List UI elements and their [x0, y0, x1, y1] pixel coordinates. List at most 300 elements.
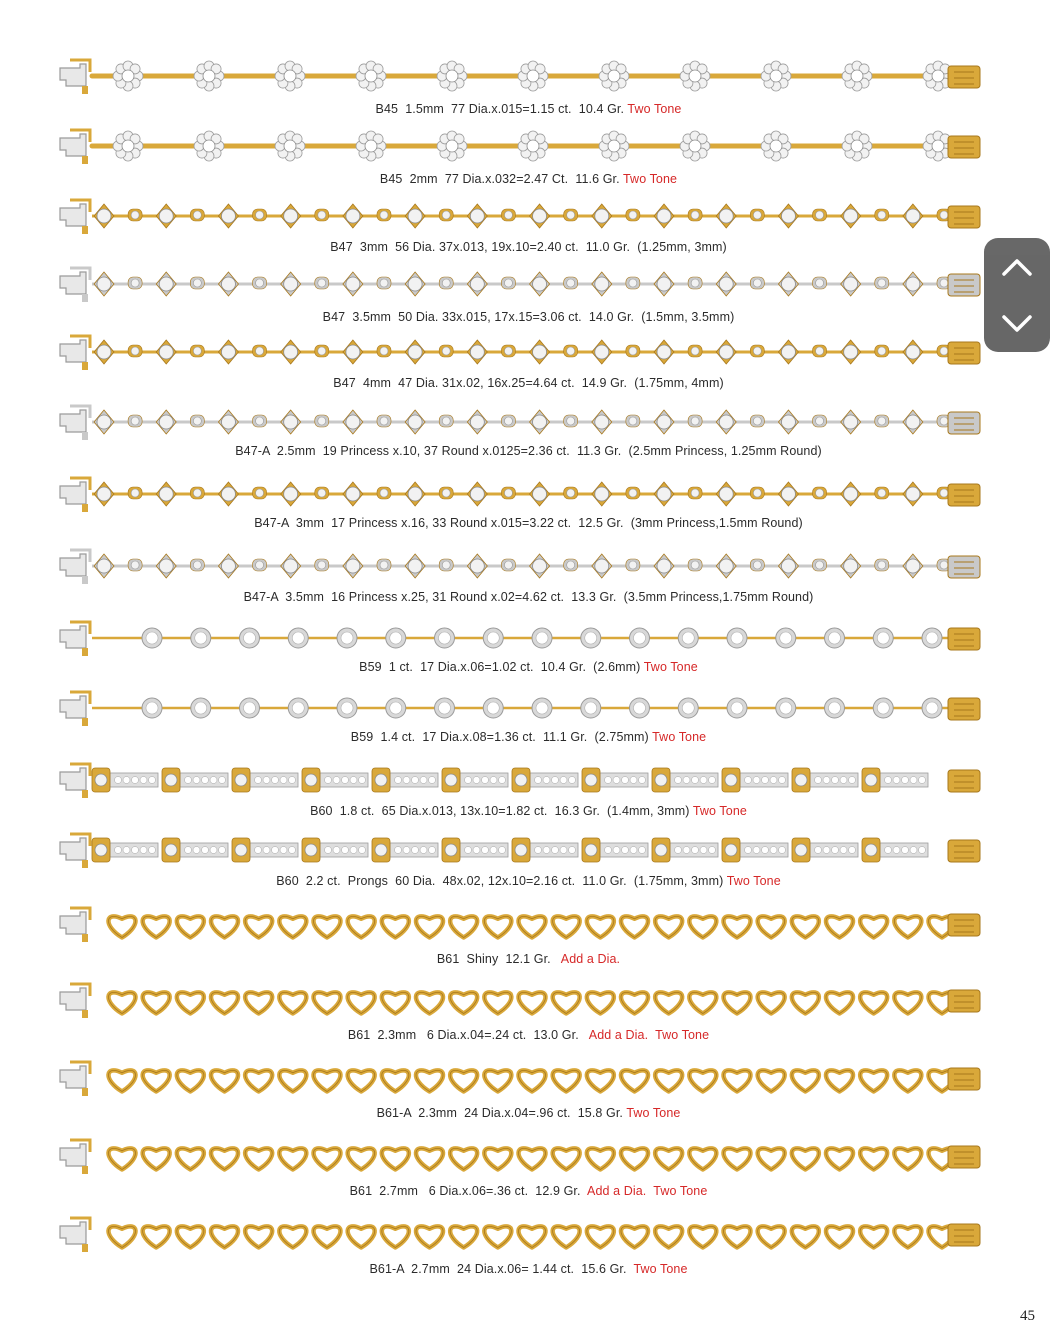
bezel-stone-icon — [776, 698, 796, 718]
small-stone-icon — [564, 559, 578, 571]
small-stone-icon — [626, 487, 640, 499]
heart-link-icon — [245, 916, 272, 937]
heart-link-icon — [382, 1070, 409, 1091]
small-stone-icon — [564, 415, 578, 427]
center-stone-icon — [652, 768, 670, 792]
heart-link-icon — [245, 1148, 272, 1169]
channel-bar-icon — [670, 843, 718, 857]
small-stone-icon — [501, 209, 515, 221]
small-stone-icon — [253, 559, 267, 571]
diamond-stone-icon — [218, 410, 238, 434]
heart-link-icon — [177, 1070, 204, 1091]
heart-bracelet-icon — [56, 1058, 986, 1098]
page-number: 45 — [1020, 1308, 1035, 1324]
diamond-stone-icon — [405, 482, 425, 506]
center-stone-icon — [512, 838, 530, 862]
small-stone-icon — [128, 209, 142, 221]
heart-link-icon — [587, 916, 614, 937]
bracelet-caption — [0, 874, 1057, 888]
diamond-cluster-icon — [761, 131, 791, 161]
heart-link-icon — [860, 1226, 887, 1247]
tennis-bracelet-icon — [56, 332, 986, 372]
small-stone-icon — [626, 559, 640, 571]
caption-option: Add a Dia. Two Tone — [587, 1184, 708, 1198]
channel-bar-icon — [530, 843, 578, 857]
heart-link-icon — [826, 1226, 853, 1247]
bracelet-caption — [0, 1028, 1057, 1042]
caption-option: Two Tone — [652, 730, 707, 744]
diamond-stone-icon — [343, 340, 363, 364]
caption-option: Two Tone — [633, 1262, 688, 1276]
bracelet-image — [56, 1214, 986, 1254]
small-stone-icon — [875, 345, 889, 357]
caption-option: Two Tone — [626, 1106, 681, 1120]
diamond-stone-icon — [841, 482, 861, 506]
caption-option: Two Tone — [726, 874, 781, 888]
diamond-stone-icon — [592, 340, 612, 364]
heart-link-icon — [382, 916, 409, 937]
diamond-stone-icon — [467, 482, 487, 506]
bracelet-image — [56, 402, 986, 442]
caption-spec: B60 2.2 ct. Prongs 60 Dia. 48x.02, 12x.10=2.16 ct. 11.0 Gr. (1.75mm, 3mm) — [276, 874, 727, 888]
small-stone-icon — [253, 277, 267, 289]
heart-link-icon — [211, 1148, 238, 1169]
small-stone-icon — [813, 559, 827, 571]
diamond-stone-icon — [530, 410, 550, 434]
diamond-stone-icon — [405, 272, 425, 296]
heart-link-icon — [792, 916, 819, 937]
caption-spec: B61 2.7mm 6 Dia.x.06=.36 ct. 12.9 Gr. — [349, 1184, 588, 1198]
heart-link-icon — [348, 1226, 375, 1247]
bezel-stone-icon — [581, 698, 601, 718]
small-stone-icon — [688, 345, 702, 357]
diamond-stone-icon — [778, 204, 798, 228]
bezel-stone-icon — [191, 628, 211, 648]
heart-link-icon — [313, 1070, 340, 1091]
bezel-stone-icon — [922, 698, 942, 718]
diamond-stone-icon — [592, 204, 612, 228]
diamond-stone-icon — [654, 482, 674, 506]
channel-bar-icon — [460, 773, 508, 787]
diamond-stone-icon — [281, 554, 301, 578]
diamond-stone-icon — [467, 272, 487, 296]
small-stone-icon — [626, 209, 640, 221]
small-stone-icon — [875, 415, 889, 427]
bezel-stone-icon — [142, 628, 162, 648]
bezel-stone-icon — [240, 698, 260, 718]
bracelet-image — [56, 1058, 986, 1098]
center-stone-icon — [232, 838, 250, 862]
heart-link-icon — [416, 1148, 443, 1169]
heart-link-icon — [450, 1070, 477, 1091]
heart-link-icon — [382, 992, 409, 1013]
bracelet-image — [56, 904, 986, 944]
end-box-icon — [948, 206, 980, 228]
diamond-stone-icon — [467, 554, 487, 578]
center-stone-icon — [862, 838, 880, 862]
tennis-bracelet-icon — [56, 196, 986, 236]
tennis-bracelet-icon — [56, 546, 986, 586]
heart-link-icon — [792, 1148, 819, 1169]
diamond-stone-icon — [778, 340, 798, 364]
clasp-icon — [60, 984, 90, 1018]
small-stone-icon — [377, 415, 391, 427]
bracelet-caption — [0, 730, 1057, 744]
bezel-stone-icon — [922, 628, 942, 648]
diamond-stone-icon — [343, 410, 363, 434]
small-stone-icon — [875, 487, 889, 499]
bracelet-image — [56, 830, 986, 870]
heart-link-icon — [758, 1070, 785, 1091]
diamond-stone-icon — [281, 204, 301, 228]
diamond-stone-icon — [592, 272, 612, 296]
diamond-stone-icon — [654, 204, 674, 228]
small-stone-icon — [688, 559, 702, 571]
heart-link-icon — [518, 992, 545, 1013]
heart-link-icon — [860, 916, 887, 937]
bezel-stone-icon — [581, 628, 601, 648]
end-box-icon — [948, 136, 980, 158]
scroll-up-button[interactable] — [984, 238, 1050, 295]
heart-link-icon — [108, 992, 135, 1013]
diamond-stone-icon — [903, 340, 923, 364]
small-stone-icon — [439, 415, 453, 427]
bezel-stone-icon — [483, 698, 503, 718]
diamond-stone-icon — [778, 482, 798, 506]
small-stone-icon — [128, 415, 142, 427]
small-stone-icon — [315, 209, 329, 221]
caption-spec: B47 4mm 47 Dia. 31x.02, 16x.25=4.64 ct. 14.9 Gr. (1.75mm, 4mm) — [333, 376, 724, 390]
heart-link-icon — [143, 992, 170, 1013]
channel-bar-icon — [810, 843, 858, 857]
channel-bar-icon — [390, 773, 438, 787]
small-stone-icon — [688, 415, 702, 427]
diamond-stone-icon — [218, 204, 238, 228]
diamond-stone-icon — [156, 272, 176, 296]
heart-link-icon — [655, 1148, 682, 1169]
heart-link-icon — [177, 992, 204, 1013]
small-stone-icon — [253, 209, 267, 221]
clasp-icon — [60, 764, 90, 798]
caption-option: Two Tone — [643, 660, 698, 674]
end-box-icon — [948, 556, 980, 578]
small-stone-icon — [439, 209, 453, 221]
small-stone-icon — [253, 415, 267, 427]
caption-spec: B60 1.8 ct. 65 Dia.x.013, 13x.10=1.82 ct. 16.3 Gr. (1.4mm, 3mm) — [310, 804, 693, 818]
diamond-stone-icon — [778, 410, 798, 434]
caption-spec: B59 1.4 ct. 17 Dia.x.08=1.36 ct. 11.1 Gr. (2.75mm) — [350, 730, 653, 744]
bezel-stone-icon — [288, 698, 308, 718]
bracelet-caption — [0, 1262, 1057, 1276]
bracelet-image — [56, 474, 986, 514]
diamond-stone-icon — [903, 272, 923, 296]
small-stone-icon — [190, 345, 204, 357]
heart-link-icon — [279, 916, 306, 937]
small-stone-icon — [501, 277, 515, 289]
heart-link-icon — [587, 1226, 614, 1247]
channel-bar-icon — [110, 843, 158, 857]
diamond-stone-icon — [94, 272, 114, 296]
small-stone-icon — [253, 345, 267, 357]
center-stone-icon — [722, 768, 740, 792]
heart-link-icon — [553, 992, 580, 1013]
heart-link-icon — [348, 992, 375, 1013]
heart-link-icon — [484, 1148, 511, 1169]
diamond-stone-icon — [778, 272, 798, 296]
heart-link-icon — [894, 916, 921, 937]
heart-link-icon — [108, 1070, 135, 1091]
small-stone-icon — [377, 487, 391, 499]
heart-link-icon — [484, 1070, 511, 1091]
heart-link-icon — [279, 992, 306, 1013]
small-stone-icon — [626, 345, 640, 357]
diamond-stone-icon — [592, 482, 612, 506]
small-stone-icon — [377, 345, 391, 357]
caption-spec: B61-A 2.3mm 24 Dia.x.04=.96 ct. 15.8 Gr. — [376, 1106, 627, 1120]
heart-link-icon — [723, 916, 750, 937]
heart-link-icon — [792, 1226, 819, 1247]
heart-link-icon — [313, 992, 340, 1013]
diamond-stone-icon — [343, 272, 363, 296]
center-stone-icon — [232, 768, 250, 792]
caption-spec: B59 1 ct. 17 Dia.x.06=1.02 ct. 10.4 Gr. (2.6mm) — [359, 660, 644, 674]
caption-spec: B47-A 2.5mm 19 Princess x.10, 37 Round x.0125=2.36 ct. 11.3 Gr. (2.5mm Princess, 1.25mm Round) — [235, 444, 822, 458]
center-stone-icon — [162, 768, 180, 792]
diamond-stone-icon — [467, 204, 487, 228]
caption-spec: B47-A 3.5mm 16 Princess x.25, 31 Round x.02=4.62 ct. 13.3 Gr. (3.5mm Princess,1.75mm Round) — [243, 590, 814, 604]
bracelet-image — [56, 688, 986, 728]
bezel-stone-icon — [825, 628, 845, 648]
heart-link-icon — [416, 1226, 443, 1247]
heart-link-icon — [279, 1070, 306, 1091]
diamond-stone-icon — [405, 340, 425, 364]
bezel-stone-icon — [386, 628, 406, 648]
bracelet-caption — [0, 590, 1057, 604]
channel-bar-icon — [180, 773, 228, 787]
heart-link-icon — [518, 916, 545, 937]
clasp-icon — [60, 200, 90, 234]
bracelet-image — [56, 264, 986, 304]
center-stone-icon — [92, 768, 110, 792]
small-stone-icon — [439, 559, 453, 571]
small-stone-icon — [501, 415, 515, 427]
heart-link-icon — [177, 1148, 204, 1169]
heart-link-icon — [279, 1226, 306, 1247]
small-stone-icon — [377, 277, 391, 289]
bracelet-caption — [0, 952, 1057, 966]
diamond-stone-icon — [281, 340, 301, 364]
bracelet-image — [56, 332, 986, 372]
small-stone-icon — [813, 277, 827, 289]
small-stone-icon — [315, 277, 329, 289]
small-stone-icon — [875, 277, 889, 289]
small-stone-icon — [750, 277, 764, 289]
heart-link-icon — [792, 992, 819, 1013]
bezel-stone-icon — [337, 628, 357, 648]
heart-link-icon — [348, 1148, 375, 1169]
diamond-cluster-icon — [437, 131, 467, 161]
small-stone-icon — [377, 209, 391, 221]
diamond-cluster-icon — [680, 131, 710, 161]
heart-link-icon — [108, 916, 135, 937]
channel-bar-icon — [670, 773, 718, 787]
channel-bar-icon — [740, 843, 788, 857]
heart-link-icon — [211, 1070, 238, 1091]
diamond-cluster-icon — [599, 61, 629, 91]
small-stone-icon — [750, 209, 764, 221]
diamond-stone-icon — [903, 554, 923, 578]
clasp-icon — [60, 336, 90, 370]
end-box-icon — [948, 66, 980, 88]
diamond-stone-icon — [530, 482, 550, 506]
diamond-cluster-icon — [356, 61, 386, 91]
heart-bracelet-icon — [56, 1214, 986, 1254]
bezel-stone-icon — [678, 698, 698, 718]
small-stone-icon — [750, 415, 764, 427]
caption-spec: B45 1.5mm 77 Dia.x.015=1.15 ct. 10.4 Gr. — [375, 102, 628, 116]
diamond-stone-icon — [405, 410, 425, 434]
small-stone-icon — [875, 209, 889, 221]
heart-link-icon — [655, 992, 682, 1013]
channel-bracelet-icon — [56, 760, 986, 800]
heart-link-icon — [689, 1148, 716, 1169]
small-stone-icon — [128, 345, 142, 357]
caption-spec: B61 2.3mm 6 Dia.x.04=.24 ct. 13.0 Gr. — [347, 1028, 589, 1042]
diamond-stone-icon — [716, 482, 736, 506]
end-box-icon — [948, 840, 980, 862]
channel-bar-icon — [600, 843, 648, 857]
diamond-cluster-icon — [842, 61, 872, 91]
diamond-stone-icon — [94, 554, 114, 578]
small-stone-icon — [315, 345, 329, 357]
diamond-stone-icon — [716, 272, 736, 296]
diamond-cluster-icon — [599, 131, 629, 161]
diamond-stone-icon — [218, 554, 238, 578]
small-stone-icon — [501, 345, 515, 357]
center-stone-icon — [722, 838, 740, 862]
heart-link-icon — [211, 992, 238, 1013]
center-stone-icon — [442, 768, 460, 792]
clasp-icon — [60, 1062, 90, 1096]
heart-link-icon — [792, 1070, 819, 1091]
end-box-icon — [948, 1146, 980, 1168]
heart-link-icon — [723, 1070, 750, 1091]
small-stone-icon — [813, 415, 827, 427]
end-box-icon — [948, 1224, 980, 1246]
channel-bar-icon — [180, 843, 228, 857]
bezel-stone-icon — [873, 698, 893, 718]
heart-bracelet-icon — [56, 1136, 986, 1176]
heart-link-icon — [826, 916, 853, 937]
scroll-down-button[interactable] — [984, 295, 1050, 352]
heart-link-icon — [279, 1148, 306, 1169]
bracelet-caption — [0, 444, 1057, 458]
diamond-stone-icon — [343, 482, 363, 506]
diamond-stone-icon — [530, 272, 550, 296]
bracelet-image — [56, 1136, 986, 1176]
diamond-cluster-icon — [518, 61, 548, 91]
diamond-stone-icon — [343, 554, 363, 578]
channel-bar-icon — [530, 773, 578, 787]
bracelet-caption — [0, 516, 1057, 530]
diamond-stone-icon — [716, 204, 736, 228]
small-stone-icon — [813, 345, 827, 357]
heart-link-icon — [860, 1148, 887, 1169]
bezel-stone-icon — [435, 628, 455, 648]
heart-link-icon — [689, 1070, 716, 1091]
bezel-stone-icon — [532, 698, 552, 718]
diamond-stone-icon — [592, 410, 612, 434]
caption-spec: B61-A 2.7mm 24 Dia.x.06= 1.44 ct. 15.6 Gr. — [369, 1262, 634, 1276]
small-stone-icon — [128, 559, 142, 571]
small-stone-icon — [875, 559, 889, 571]
bezel-stone-icon — [776, 628, 796, 648]
bezel-stone-icon — [727, 628, 747, 648]
end-box-icon — [948, 342, 980, 364]
heart-link-icon — [108, 1148, 135, 1169]
small-stone-icon — [190, 559, 204, 571]
clasp-icon — [60, 908, 90, 942]
heart-link-icon — [894, 992, 921, 1013]
small-stone-icon — [813, 209, 827, 221]
bracelet-caption — [0, 660, 1057, 674]
small-stone-icon — [564, 487, 578, 499]
center-stone-icon — [862, 768, 880, 792]
small-stone-icon — [750, 345, 764, 357]
small-stone-icon — [315, 415, 329, 427]
channel-bar-icon — [810, 773, 858, 787]
small-stone-icon — [190, 209, 204, 221]
heart-link-icon — [416, 916, 443, 937]
bracelet-image — [56, 618, 986, 658]
clasp-icon — [60, 60, 90, 94]
bracelet-caption — [0, 1184, 1057, 1198]
heart-link-icon — [860, 1070, 887, 1091]
small-stone-icon — [688, 209, 702, 221]
small-stone-icon — [564, 345, 578, 357]
bracelet-caption — [0, 376, 1057, 390]
bezel-stone-icon — [288, 628, 308, 648]
heart-link-icon — [689, 916, 716, 937]
diamond-stone-icon — [218, 482, 238, 506]
heart-link-icon — [382, 1148, 409, 1169]
center-stone-icon — [302, 838, 320, 862]
channel-bar-icon — [390, 843, 438, 857]
bezel-stone-icon — [240, 628, 260, 648]
diamond-stone-icon — [405, 204, 425, 228]
diamond-stone-icon — [716, 410, 736, 434]
caption-option: Two Tone — [627, 102, 682, 116]
diamond-cluster-icon — [680, 61, 710, 91]
heart-link-icon — [313, 916, 340, 937]
heart-link-icon — [655, 1226, 682, 1247]
clasp-icon — [60, 1140, 90, 1174]
heart-link-icon — [348, 916, 375, 937]
heart-link-icon — [758, 1148, 785, 1169]
diamond-cluster-icon — [194, 61, 224, 91]
bezel-stone-icon — [630, 628, 650, 648]
diamond-stone-icon — [94, 410, 114, 434]
heart-link-icon — [348, 1070, 375, 1091]
flower-bracelet-icon — [56, 56, 986, 96]
diamond-stone-icon — [841, 340, 861, 364]
heart-link-icon — [826, 992, 853, 1013]
diamond-stone-icon — [156, 410, 176, 434]
heart-link-icon — [553, 1070, 580, 1091]
diamond-stone-icon — [716, 554, 736, 578]
heart-link-icon — [143, 1226, 170, 1247]
clasp-icon — [60, 478, 90, 512]
